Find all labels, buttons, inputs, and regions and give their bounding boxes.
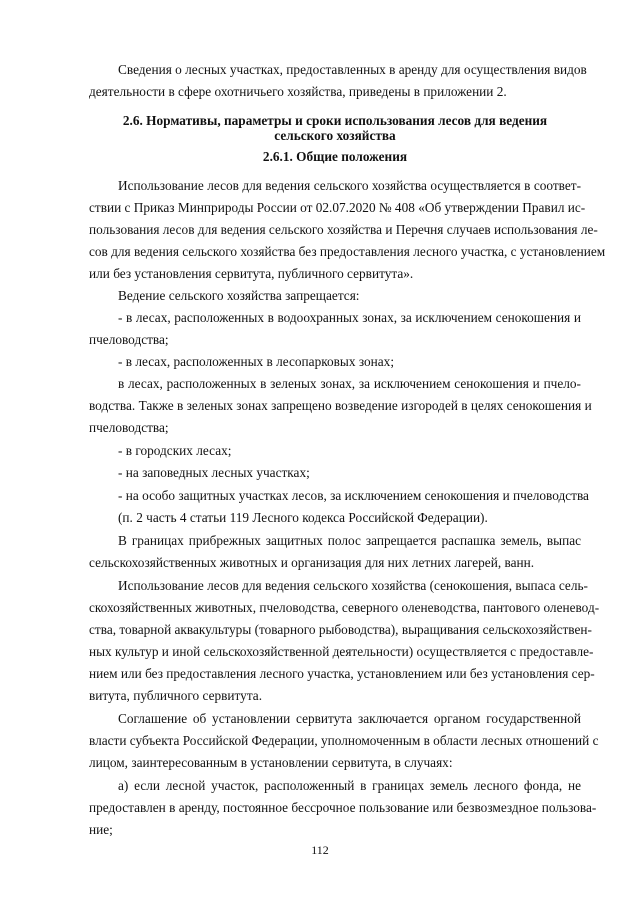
intro-line: Сведения о лесных участках, предоставленных в аренду для осуществления видов: [118, 62, 587, 77]
body-line: Соглашение об установлении сервитута заключается органом государственной: [118, 711, 581, 726]
body-line: лицом, заинтересованным в установлении сервитута, в случаях:: [89, 755, 453, 770]
body-line: скохозяйственных животных, пчеловодства, северного оленеводства, пантового оленевод-: [89, 600, 600, 615]
page-number: 112: [311, 843, 329, 857]
body-line: - на особо защитных участках лесов, за исключением сенокошения и пчеловодства: [118, 488, 589, 503]
body-line: Использование лесов для ведения сельского хозяйства (сенокошения, выпаса сель-: [118, 578, 588, 593]
body-line: водства. Также в зеленых зонах запрещено возведение изгородей в целях сенокошения и: [89, 398, 592, 413]
subsection-heading: 2.6.1. Общие положения: [262, 149, 408, 164]
body-line: - на заповедных лесных участках;: [118, 465, 310, 480]
body-line: власти субъекта Российской Федерации, уполномоченным в области лесных отношений с: [89, 733, 599, 748]
body-line: а) если лесной участок, расположенный в границах земель лесного фонда, не: [118, 778, 581, 793]
body-line: сельскохозяйственных животных и организация для них летних лагерей, ванн.: [89, 555, 535, 570]
body-line: предоставлен в аренду, постоянное бессрочное пользование или безвозмездное пользова-: [89, 800, 597, 815]
body-line: (п. 2 часть 4 статьи 119 Лесного кодекса Российской Федерации).: [118, 510, 488, 525]
body-line: В границах прибрежных защитных полос запрещается распашка земель, выпас: [118, 533, 581, 548]
body-line: ства, товарной аквакультуры (товарного рыбоводства), выращивания сельскохозяйствен-: [89, 622, 592, 637]
body-line: или без установления сервитута, публичного сервитута».: [89, 266, 414, 281]
body-line: пользования лесов для ведения сельского хозяйства и Перечня случаев использования ле-: [89, 222, 598, 237]
section-heading: 2.6. Нормативы, параметры и сроки использования лесов для ведения: [122, 113, 548, 128]
body-line: Ведение сельского хозяйства запрещается:: [118, 288, 360, 303]
body-line: - в городских лесах;: [118, 443, 232, 458]
body-line: - в лесах, расположенных в водоохранных зонах, за исключением сенокошения и: [118, 310, 581, 325]
body-line: ствии с Приказ Минприроды России от 02.07.2020 № 408 «Об утверждении Правил ис-: [89, 200, 586, 215]
body-line: сов для ведения сельского хозяйства без предоставления лесного участка, с установлением: [89, 244, 606, 259]
body-line: - в лесах, расположенных в лесопарковых зонах;: [118, 354, 395, 369]
section-heading: сельского хозяйства: [274, 128, 396, 143]
body-line: пчеловодства;: [89, 420, 169, 435]
body-line: в лесах, расположенных в зеленых зонах, за исключением сенокошения и пчело-: [118, 376, 581, 391]
body-line: нием или без предоставления лесного участка, установлением или без установления сер-: [89, 666, 595, 681]
body-line: ных культур и иной сельскохозяйственной деятельности) осуществляется с предоставле-: [89, 644, 594, 659]
body-line: пчеловодства;: [89, 332, 169, 347]
intro-line: деятельности в сфере охотничьего хозяйства, приведены в приложении 2.: [89, 84, 507, 99]
body-line: ние;: [89, 822, 113, 837]
body-line: витута, публичного сервитута.: [89, 688, 263, 703]
body-line: Использование лесов для ведения сельского хозяйства осуществляется в соответ-: [118, 178, 581, 193]
